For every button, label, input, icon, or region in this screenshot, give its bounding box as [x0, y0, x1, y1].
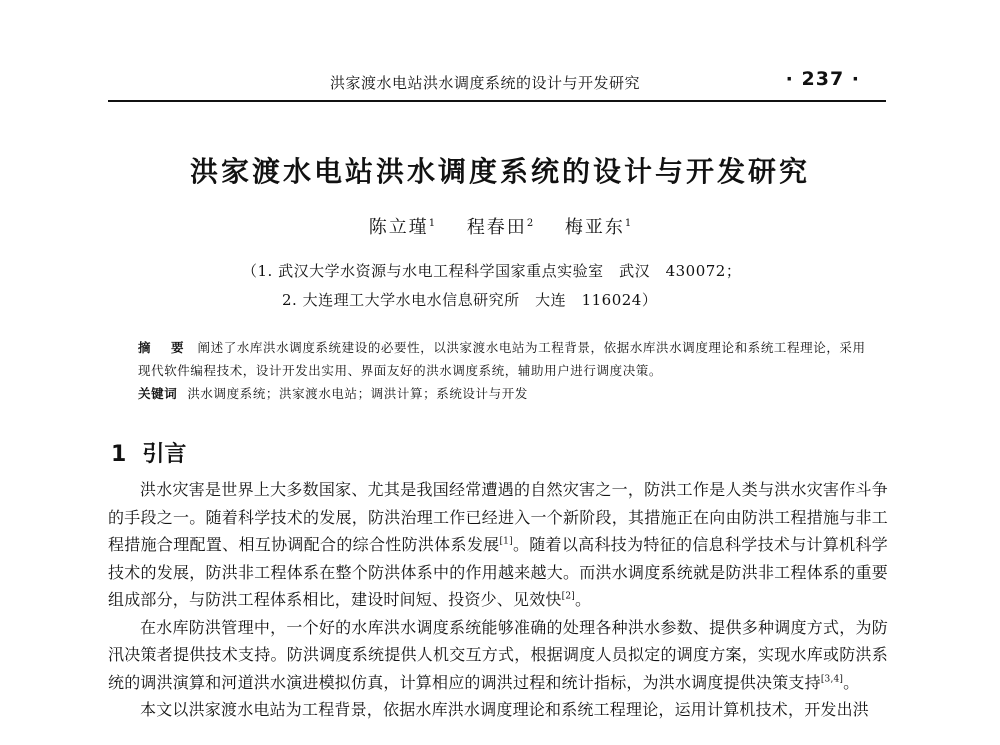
affiliation-1: （1. 武汉大学水资源与水电工程科学国家重点实验室 武汉 430072； — [242, 262, 742, 280]
paragraph-text: 。 — [843, 672, 860, 692]
author-list — [0, 213, 1000, 239]
author-name: 梅亚东 — [564, 217, 625, 238]
keywords — [138, 382, 868, 405]
author — [565, 217, 631, 238]
page-number: · 237 · — [785, 68, 860, 90]
section-number: 1 — [111, 442, 127, 467]
article-title: 洪家渡水电站洪水调度系统的设计与开发研究 — [189, 155, 810, 188]
author-affiliation-mark: 2 — [526, 218, 534, 229]
author-affiliation-mark: 1 — [624, 218, 632, 229]
author — [369, 217, 435, 238]
affiliation-2: 2. 大连理工大学水电水信息研究所 大连 116024） — [282, 291, 658, 309]
paragraph: 本文以洪家渡水电站为工程背景，依据水库洪水调度理论和系统工程理论，运用计算机技术，开发出洪 — [140, 700, 870, 719]
abstract-block — [138, 336, 868, 405]
running-header — [108, 66, 884, 98]
citation[interactable]: [1] — [499, 536, 513, 547]
author-name: 程春田 — [466, 217, 527, 238]
section-title: 引言 — [142, 442, 187, 467]
header-rule — [108, 100, 886, 102]
abstract-text: 阐述了水库洪水调度系统建设的必要性，以洪家渡水电站为工程背景，依据水库洪水调度理论和系统工程理论，采用现代软件编程技术，设计开发出实用、界面友好的洪水调度系统，辅助用户进行调度决策。 — [138, 340, 866, 378]
author — [467, 217, 533, 238]
author-name: 陈立瑾 — [368, 217, 429, 238]
abstract-label: 摘 要 — [138, 340, 188, 355]
abstract — [138, 336, 868, 382]
citation[interactable]: [2] — [561, 591, 575, 602]
paragraph-text: 。 — [574, 590, 592, 609]
paragraph-text: 洪水灾害是世界上大多数国家、尤其是我国经常遭遇的自然灾害之一，防洪工作是人类与洪水灾害作斗争的手段之一。随着科学技术的发展，防洪治理工作已经进入一个新阶段，其措施正在向由防洪工程措施与非工程措施合理配置、相互协调配合的综合性防洪体系发展 — [108, 480, 888, 554]
paragraph-text: 。随着以高科技为特征的信息科学技术与计算机科学技术的发展，防洪非工程体系在整个防洪体系中的作用越来越大。而洪水调度系统就是防洪非工程体系的重要组成部分，与防洪工程体系相比，建设时间短、投资少、见效快 — [108, 535, 888, 609]
running-title: 洪家渡水电站洪水调度系统的设计与开发研究 — [330, 74, 641, 92]
section-heading — [111, 437, 186, 468]
body-text — [108, 476, 888, 724]
paragraph — [108, 614, 888, 697]
keywords-text: 洪水调度系统；洪家渡水电站；调洪计算；系统设计与开发 — [187, 386, 528, 401]
citation[interactable]: [3,4] — [820, 674, 844, 685]
paragraph — [108, 476, 888, 614]
keywords-label: 关键词 — [138, 386, 178, 401]
paragraph-text: 在水库防洪管理中，一个好的水库洪水调度系统能够准确的处理各种洪水参数、提供多种调度方式，为防汛决策者提供技术支持。防洪调度系统提供人机交互方式，根据调度人员拟定的调度方案，实现水库或防洪系统的调洪演算和河道洪水演进模拟仿真，计算相应的调洪过程和统计指标，为洪水调度提供决策支持 — [108, 617, 888, 692]
affiliations — [242, 257, 741, 315]
author-affiliation-mark: 1 — [428, 218, 436, 229]
